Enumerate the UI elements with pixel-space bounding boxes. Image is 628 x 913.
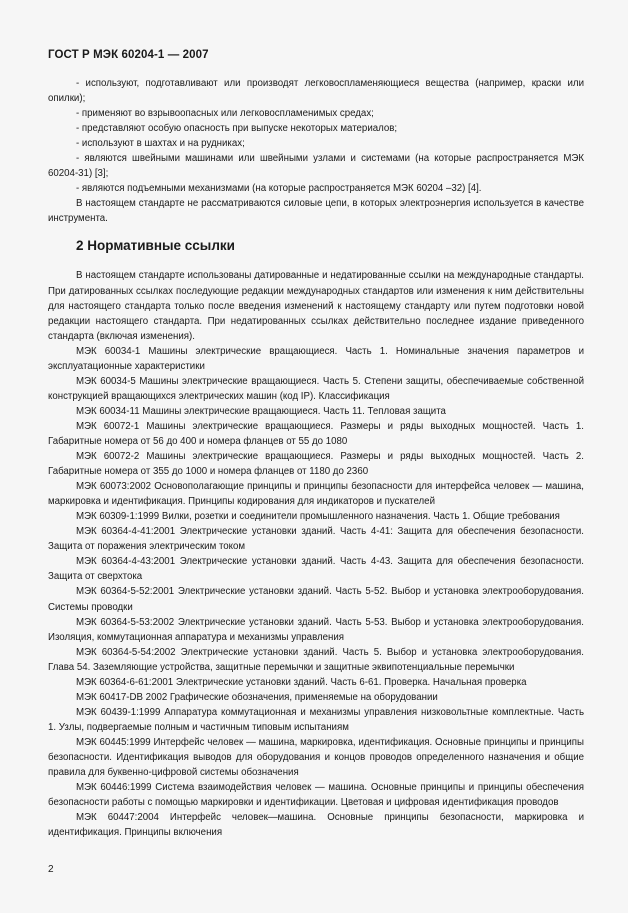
intro-list-item: - представляют особую опасность при выпуске некоторых материалов; xyxy=(76,123,398,135)
intro-list-item: - применяют во взрывоопасных или легковоспламенимых средах; xyxy=(76,108,374,120)
reference-item: МЭК 60073:2002 Основополагающие принципы и принципы безопасности для интерфейса человек — машина, маркировка и идентификация. Принципы кодирования для индикаторов и пускателей xyxy=(48,481,584,508)
reference-item: МЭК 60446:1999 Система взаимодействия человек — машина. Основные принципы и принципы обеспечения безопасности работы с помощью маркировки и идентификации. Цветовая и цифровая идентификация проводов xyxy=(48,782,584,809)
reference-item: МЭК 60072-1 Машины электрические вращающиеся. Размеры и ряды выходных мощностей. Часть 1. Габаритные номера от 56 до 400 и номера фланцев от 55 до 1080 xyxy=(48,420,584,447)
reference-item: МЭК 60034-11 Машины электрические вращающиеся. Часть 11. Тепловая защита xyxy=(76,405,446,417)
intro-list-item: - являются подъемными механизмами (на которые распространяется МЭК 60204 –32) [4]. xyxy=(76,183,482,195)
section-title: 2 Нормативные ссылки xyxy=(76,238,235,254)
reference-item: МЭК 60309-1:1999 Вилки, розетки и соединители промышленного назначения. Часть 1. Общие требования xyxy=(76,511,560,523)
reference-item: МЭК 60447:2004 Интерфейс человек—машина. Основные принципы безопасности, маркировка и идентификация. Принципы включения xyxy=(48,812,584,839)
intro-list-item: - используют, подготавливают или производят легковоспламеняющиеся вещества (например, краски или опилки); xyxy=(48,78,584,105)
reference-item: МЭК 60417-DB 2002 Графические обозначения, применяемые на оборудовании xyxy=(76,691,438,703)
reference-item: МЭК 60445:1999 Интерфейс человек — машина, маркировка, идентификация. Основные принципы и принципы безопасности. Идентификация выводов для оборудования и концов проводов определенного назначения и общие правила для буквенно-цифровой системы обозначения xyxy=(48,736,584,779)
intro-paragraph: В настоящем стандарте не рассматриваются силовые цепи, в которых электроэнергия используется в качестве инструмента. xyxy=(48,198,584,225)
reference-item: МЭК 60072-2 Машины электрические вращающиеся. Размеры и ряды выходных мощностей. Часть 2. Габаритные номера от 355 до 1000 и номера фланцев от 1180 до 2360 xyxy=(48,451,584,478)
reference-item: МЭК 60364-5-53:2002 Электрические установки зданий. Часть 5-53. Выбор и установка электрооборудования. Изоляция, коммутационная аппаратура и механизмы управления xyxy=(48,616,584,643)
reference-item: МЭК 60364-4-41:2001 Электрические установки зданий. Часть 4-41: Защита для обеспечения безопасности. Защита от поражения электрическим током xyxy=(48,526,584,553)
reference-item: МЭК 60364-4-43:2001 Электрические установки зданий. Часть 4-43. Защита для обеспечения безопасности. Защита от сверхтока xyxy=(48,556,584,583)
section-intro: В настоящем стандарте использованы датированные и недатированные ссылки на международные стандарты. При датированных ссылках последующие редакции международных стандартов или изменения к ним действительны для настоящего стандарта только после введения изменений к настоящему стандарту или путем подготовки новой редакции настоящего стандарта. При недатированных ссылках действительно последнее издание приведенного стандарта (включая изменения). xyxy=(48,270,584,342)
intro-list-item: - являются швейными машинами или швейными узлами и системами (на которые распространяется МЭК 60204-31) [3]; xyxy=(48,153,584,180)
reference-item: МЭК 60364-6-61:2001 Электрические установки зданий. Часть 6-61. Проверка. Начальная проверка xyxy=(76,676,527,688)
reference-item: МЭК 60364-5-54:2002 Электрические установки зданий. Часть 5. Выбор и установка электрооборудования. Глава 54. Заземляющие устройства, защитные перемычки и защитные эквипотенциальные перемычки xyxy=(48,646,584,673)
reference-item: МЭК 60439-1:1999 Аппаратура коммутационная и механизмы управления низковольтные комплектные. Часть 1. Узлы, подвергаемые полным и частичным типовым испытаниям xyxy=(48,706,584,733)
body-text xyxy=(48,76,584,840)
reference-item: МЭК 60034-5 Машины электрические вращающиеся. Часть 5. Степени защиты, обеспечиваемые собственной конструкцией вращающихся электрических машин (код IP). Классификация xyxy=(48,375,584,402)
reference-item: МЭК 60034-1 Машины электрические вращающиеся. Часть 1. Номинальные значения параметров и эксплуатационные характеристики xyxy=(48,345,584,372)
intro-list-item: - используют в шахтах и на рудниках; xyxy=(76,138,245,150)
page-header: ГОСТ Р МЭК 60204-1 — 2007 xyxy=(48,49,209,61)
reference-item: МЭК 60364-5-52:2001 Электрические установки зданий. Часть 5-52. Выбор и установка электрооборудования. Системы проводки xyxy=(48,586,584,613)
page-number: 2 xyxy=(48,864,54,875)
